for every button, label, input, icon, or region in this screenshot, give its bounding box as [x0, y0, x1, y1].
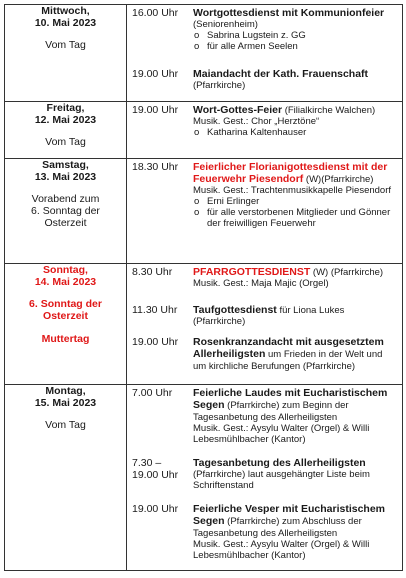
- event: [127, 264, 402, 302]
- event-location: (Filialkirche Walchen): [282, 105, 376, 116]
- day-note: 6. Sonntag der Osterzeit: [29, 298, 102, 322]
- event-desc: [188, 455, 402, 501]
- event: [127, 302, 402, 334]
- event-title: Taufgottesdienst: [193, 304, 277, 316]
- event: [127, 102, 402, 138]
- event-note: (Pfarrkirche): [193, 80, 246, 91]
- event-time: 19.00 Uhr: [132, 68, 179, 80]
- event-time: 7.00 Uhr: [132, 387, 173, 399]
- event-desc: [188, 334, 402, 372]
- table-row: [5, 264, 403, 385]
- event-desc: [188, 302, 348, 334]
- event-time: 19.00 Uhr: [132, 104, 179, 116]
- event-desc: [188, 5, 388, 66]
- events-cell: [127, 5, 403, 102]
- event: [127, 5, 402, 66]
- event: [127, 385, 402, 455]
- event-title: Rosenkranzandacht mit ausgesetztem Allerheiligsten: [193, 336, 384, 360]
- event-title: Feierlicher Florianigottesdienst mit der Feuerwehr Piesendorf: [193, 161, 388, 185]
- intentions-list: [193, 127, 375, 138]
- event-desc: [188, 501, 402, 561]
- list-item: o Katharina Kaltenhauser: [193, 127, 375, 138]
- event: [127, 66, 402, 91]
- day-note: Vom Tag: [45, 419, 86, 431]
- list-item: o für alle verstorbenen Mitglieder und Gönner der freiwilligen Feuerwehr: [193, 207, 398, 229]
- event-desc: [188, 385, 402, 455]
- event-title: Tagesanbetung des Allerheiligsten: [193, 457, 366, 469]
- event-note: Musik. Gest.: Trachtenmusikkapelle Piesendorf: [193, 185, 392, 196]
- event-title: Feierliche Vesper mit Eucharistischem Segen: [193, 503, 386, 527]
- day-label: Montag, 15. Mai 2023: [34, 385, 97, 409]
- event: [127, 501, 402, 561]
- event: [127, 334, 402, 372]
- day-label: Freitag, 12. Mai 2023: [34, 102, 97, 126]
- event-desc: [188, 102, 379, 138]
- event-title: Wortgottesdienst mit Kommunionfeier: [193, 7, 385, 19]
- event-title: Maiandacht der Kath. Frauenschaft: [193, 68, 369, 80]
- event-location: um Frieden in der Welt und um kirchliche Berufungen (Pfarrkirche): [193, 349, 383, 372]
- schedule-table: [4, 4, 403, 571]
- events-cell: [127, 102, 403, 159]
- event-time: 11.30 Uhr: [132, 304, 178, 316]
- event-desc: [188, 264, 387, 302]
- day-label: Sonntag, 14. Mai 2023: [34, 264, 97, 288]
- day-note: Vorabend zum 6. Sonntag der Osterzeit: [31, 193, 100, 229]
- event-note: (Pfarrkirche): [193, 316, 246, 327]
- table-row: [5, 159, 403, 264]
- events-cell: [127, 385, 403, 571]
- event-time: 16.00 Uhr: [132, 7, 179, 19]
- day-feast: Muttertag: [41, 333, 90, 345]
- event-note: Musik. Gest.: Aysylu Walter (Orgel) & Willi Lebesmühlbacher (Kantor): [193, 423, 370, 445]
- event-time: 19.00 Uhr: [132, 336, 179, 348]
- event-location: (W) (Pfarrkirche): [310, 267, 384, 278]
- event-title: Feierliche Laudes mit Eucharistischem Segen: [193, 387, 388, 411]
- event-title: Wort-Gottes-Feier: [193, 104, 283, 116]
- day-cell: [5, 5, 127, 102]
- event-location: für Liona Lukes: [276, 305, 345, 316]
- events-cell: [127, 264, 403, 385]
- event-note: Musik. Gest.: Aysylu Walter (Orgel) & Willi Lebesmühlbacher (Kantor): [193, 539, 370, 561]
- event-desc: [188, 66, 372, 91]
- event-note: Musik. Gest.: Chor „Herztöne“: [193, 116, 320, 127]
- event-location: (Pfarrkirche) zum Abschluss der Tagesanbetung des Allerheiligsten: [193, 516, 362, 539]
- event: [127, 455, 402, 501]
- table-row: [5, 5, 403, 102]
- event-note: (Seniorenheim): [193, 19, 258, 30]
- event-note: Musik. Gest.: Maja Majic (Orgel): [193, 278, 329, 289]
- day-note: Vom Tag: [45, 39, 86, 51]
- day-cell: [5, 385, 127, 571]
- table-row: [5, 102, 403, 159]
- event-desc: [188, 159, 402, 229]
- events-cell: [127, 159, 403, 264]
- day-cell: [5, 102, 127, 159]
- event-title: PFARRGOTTESDIENST: [193, 266, 311, 278]
- day-label: Mittwoch, 10. Mai 2023: [34, 5, 97, 29]
- day-label: Samstag, 13. Mai 2023: [34, 159, 97, 183]
- event-time: 18.30 Uhr: [132, 161, 179, 173]
- table-row: [5, 385, 403, 571]
- event-location: (W)(Pfarrkirche): [303, 174, 374, 185]
- list-item: o Sabrina Lugstein z. GG: [193, 30, 384, 41]
- day-cell: [5, 159, 127, 264]
- event: [127, 159, 402, 229]
- intentions-list: [193, 30, 384, 52]
- event-time: 19.00 Uhr: [132, 503, 179, 515]
- event-time: 8.30 Uhr: [132, 266, 173, 278]
- day-cell: [5, 264, 127, 385]
- list-item: o für alle Armen Seelen: [193, 41, 384, 52]
- list-item: o Erni Erlinger: [193, 196, 398, 207]
- event-location: (Pfarrkirche) zum Beginn der Tagesanbetung des Allerheiligsten: [193, 400, 349, 423]
- event-time: 7.30 – 19.00 Uhr: [132, 457, 179, 481]
- event-note: (Pfarrkirche) laut ausgehängter Liste beim Schriftenstand: [193, 469, 370, 491]
- intentions-list: [193, 196, 398, 229]
- day-note: Vom Tag: [45, 136, 86, 148]
